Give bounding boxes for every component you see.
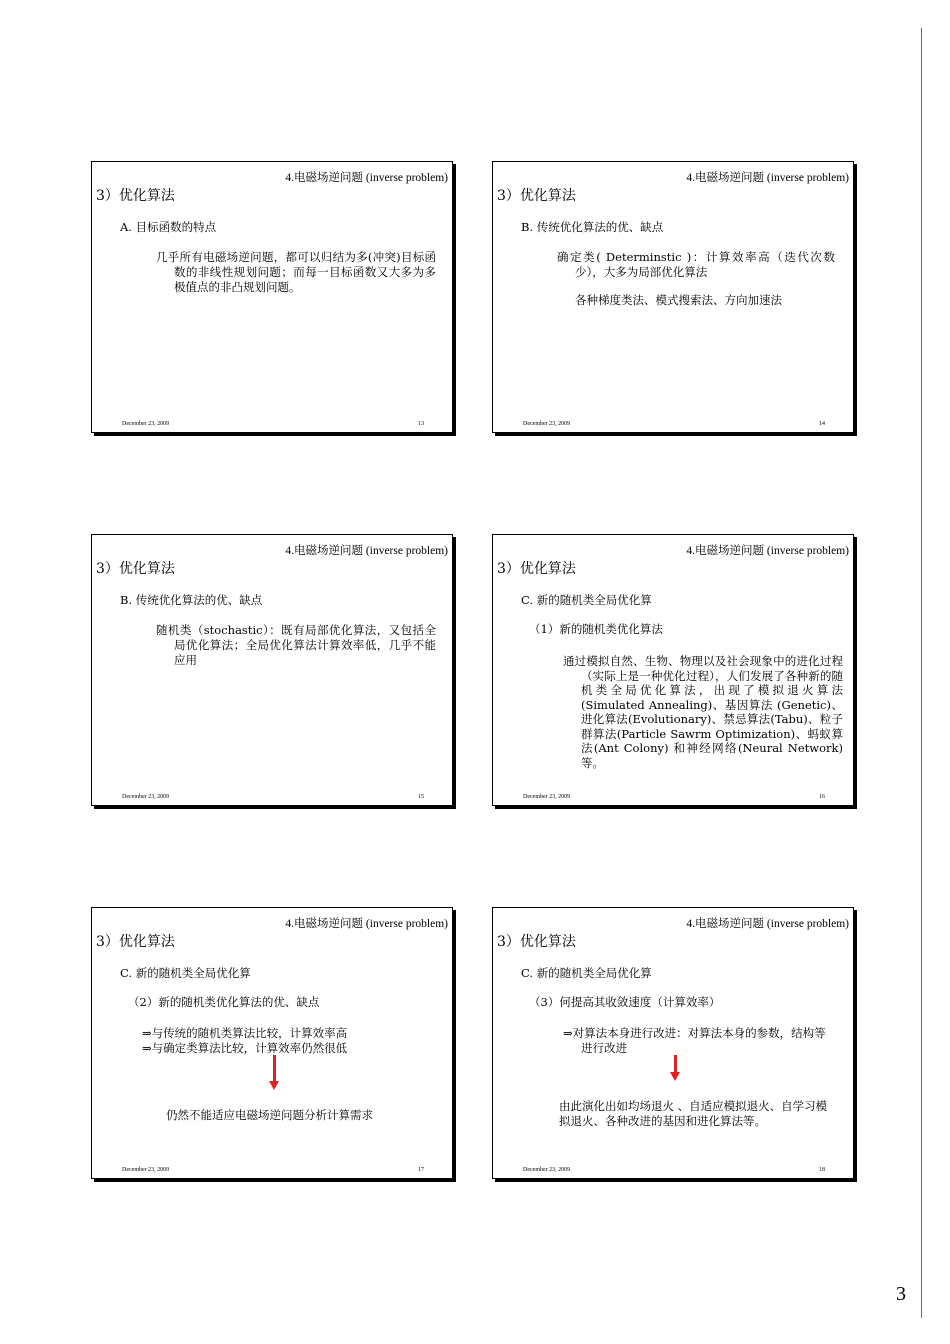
footer-date: December 23, 2009 <box>523 421 571 427</box>
section-title: 3）优化算法 <box>96 561 175 577</box>
section-title: 3）优化算法 <box>497 934 576 950</box>
slide-body <box>563 1026 835 1056</box>
slide-header: 4.电磁场逆问题 (inverse problem) <box>285 545 448 557</box>
footer-date: December 23, 2009 <box>122 794 170 800</box>
slide-body <box>563 654 843 770</box>
slide-13 <box>91 161 453 433</box>
conclusion-text: 由此演化出如均场退火 、自适应模拟退火、自学习模拟退火、各种改进的基因和进化算法等。 <box>559 1099 828 1128</box>
subsection-title-2: （3）何提高其收敛速度（计算效率） <box>529 995 721 1009</box>
slide-body <box>557 250 835 308</box>
body-paragraph: 随机类（stochastic）：既有局部优化算法，又包括全局优化算法；全局优化算法计算效率低，几乎不能应用 <box>156 623 436 667</box>
footer-date: December 23, 2009 <box>523 794 571 800</box>
slide-header: 4.电磁场逆问题 (inverse problem) <box>686 172 849 184</box>
slide-header: 4.电磁场逆问题 (inverse problem) <box>285 918 448 930</box>
slide-number: 17 <box>418 1167 424 1173</box>
slide-number: 16 <box>819 794 825 800</box>
slide-17 <box>91 907 453 1179</box>
subsection-title: C. 新的随机类全局优化算 <box>521 966 652 980</box>
down-arrow-icon <box>674 1055 677 1073</box>
body-line: ⇒与传统的随机类算法比较，计算效率高 <box>142 1026 348 1040</box>
subsection-title-2: （1）新的随机类优化算法 <box>529 622 663 636</box>
slide-number: 13 <box>418 421 424 427</box>
section-title: 3）优化算法 <box>497 188 576 204</box>
body-paragraph: 确定类( Determinstic )：计算效率高（迭代次数少），大多为局部优化算法 <box>557 250 835 279</box>
footer-date: December 23, 2009 <box>523 1167 571 1173</box>
footer-date: December 23, 2009 <box>122 421 170 427</box>
slide-body <box>142 1026 442 1056</box>
footer-date: December 23, 2009 <box>122 1167 170 1173</box>
subsection-title: B. 传统优化算法的优、缺点 <box>521 220 664 234</box>
body-paragraph: ⇒对算法本身进行改进：对算法本身的参数，结构等进行改进 <box>563 1026 826 1055</box>
slide-number: 14 <box>819 421 825 427</box>
body-paragraph: 通过模拟自然、生物、物理以及社会现象中的进化过程（实际上是一种优化过程），人们发展了各种新的随机类全局优化算法，出现了模拟退火算法(Simulated Annealing)、基因算法 (Genetic)、进化算法(Evolutionary)、禁忌算法(Tabu)、粒子群算法(Particle Sawrm Optimization)、蚂蚁算法(Ant Colony) 和神经网络(Neural Network)等。 <box>563 654 843 770</box>
subsection-title-2: （2）新的随机类优化算法的优、缺点 <box>128 995 320 1009</box>
subsection-title: C. 新的随机类全局优化算 <box>120 966 251 980</box>
down-arrow-icon <box>273 1055 276 1082</box>
slide-14 <box>492 161 854 433</box>
section-title: 3）优化算法 <box>96 188 175 204</box>
body-paragraph: 几乎所有电磁场逆问题，都可以归结为多(冲突)目标函数的非线性规划问题；而每一目标函数又大多为多极值点的非凸规划问题。 <box>156 250 436 294</box>
slide-header: 4.电磁场逆问题 (inverse problem) <box>686 918 849 930</box>
slide-header: 4.电磁场逆问题 (inverse problem) <box>686 545 849 557</box>
slide-16 <box>492 534 854 806</box>
subsection-title: C. 新的随机类全局优化算 <box>521 593 652 607</box>
conclusion-text: 仍然不能适应电磁场逆问题分析计算需求 <box>166 1108 373 1122</box>
slide-18 <box>492 907 854 1179</box>
slide-number: 15 <box>418 794 424 800</box>
section-title: 3）优化算法 <box>96 934 175 950</box>
body-paragraph: 各种梯度类法、模式搜索法、方向加速法 <box>575 293 782 307</box>
subsection-title: A. 目标函数的特点 <box>120 220 217 234</box>
slide-header: 4.电磁场逆问题 (inverse problem) <box>285 172 448 184</box>
section-title: 3）优化算法 <box>497 561 576 577</box>
slide-number: 18 <box>819 1167 825 1173</box>
slide-body <box>156 250 436 295</box>
subsection-title: B. 传统优化算法的优、缺点 <box>120 593 263 607</box>
page-number: 3 <box>896 1283 906 1305</box>
body-line: ⇒与确定类算法比较，计算效率仍然很低 <box>142 1041 348 1055</box>
page-margin-rule <box>921 28 922 1318</box>
slide-15 <box>91 534 453 806</box>
slide-body <box>156 623 436 668</box>
